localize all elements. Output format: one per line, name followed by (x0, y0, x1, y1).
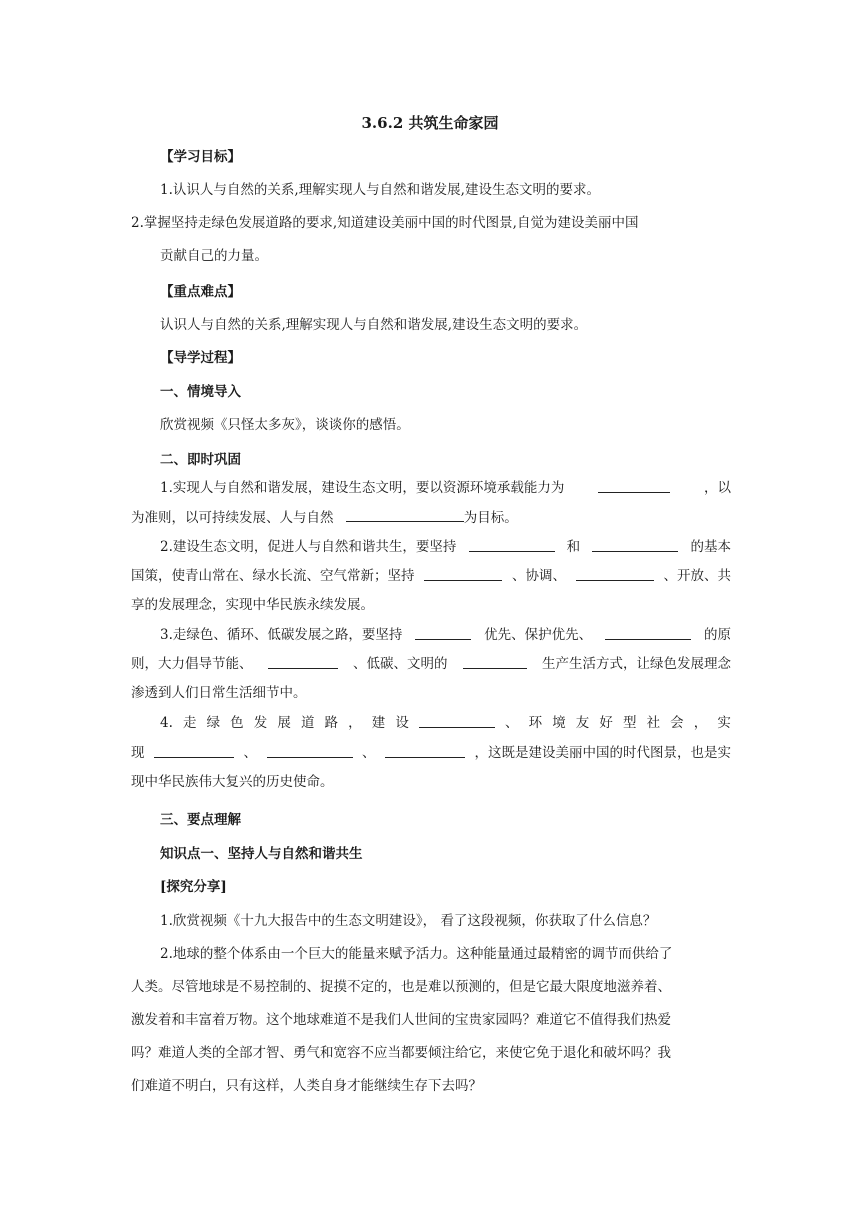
question-text: 、 (243, 745, 257, 761)
question-text: 、低碳、文明的 (353, 656, 448, 672)
question-text: 、协调、 (512, 568, 566, 584)
question-2-line-1 (160, 537, 731, 557)
question-text: 路 (324, 715, 339, 731)
goal-item-2: 2.掌握坚持走绿色发展道路的要求,知道建设美丽中国的时代图景,自觉为建设美丽中国 (131, 215, 639, 231)
question-text: 的原 (703, 627, 731, 643)
question-text: 为目标。 (463, 510, 518, 526)
question-text: 展 (277, 715, 291, 731)
question-text: 、 (362, 745, 376, 761)
answer-blank[interactable] (346, 507, 464, 522)
question-text: 走 (182, 715, 197, 731)
question-4-line-1 (160, 713, 731, 733)
process-heading: 【导学过程】 (160, 350, 241, 366)
question-4-line-2 (131, 743, 731, 763)
page-title: 3.6.2 共筑生命家园 (361, 114, 499, 132)
section-1-heading: 一、情境导入 (160, 384, 241, 400)
question-text: 的基本 (690, 539, 731, 555)
answer-blank[interactable] (592, 537, 678, 552)
question-text: 好 (599, 715, 613, 731)
explore-item-2-line: 们难道不明白，只有这样，人类自身才能继续生存下去吗？ (131, 1078, 482, 1094)
question-text: ， (693, 715, 708, 731)
question-4-line-3: 现中华民族伟大复兴的历史使命。 (131, 774, 334, 790)
question-text: 、开放、共 (663, 568, 731, 584)
answer-blank[interactable] (154, 743, 234, 758)
knowledge-point-1: 知识点一、坚持人与自然和谐共生 (160, 846, 363, 862)
goals-heading: 【学习目标】 (160, 149, 241, 165)
question-text: 、 (505, 715, 519, 731)
answer-blank[interactable] (419, 713, 495, 728)
question-text: 4. (160, 715, 173, 731)
question-text: 环 (528, 715, 543, 731)
answer-blank[interactable] (598, 478, 670, 493)
goal-item-1: 1.认识人与自然的关系,理解实现人与自然和谐发展,建设生态文明的要求。 (160, 182, 600, 198)
question-text: ，这既是建设美丽中国的时代图景，也是实 (474, 745, 731, 761)
question-text: 设 (395, 715, 409, 731)
question-text: 实 (717, 715, 731, 731)
answer-blank[interactable] (576, 566, 654, 581)
question-1-line-1 (160, 478, 731, 498)
question-text: 境 (552, 715, 566, 731)
question-text: 优先、保护优先、 (484, 627, 593, 643)
question-text: 国策，使青山常在、绿水长流、空气常新；坚持 (131, 568, 415, 584)
question-text: 和 (566, 539, 581, 555)
question-text: 现 (131, 745, 145, 761)
section-2-heading: 二、即时巩固 (160, 452, 241, 468)
explore-heading: [探究分享] (160, 879, 227, 895)
question-2-line-3: 享的发展理念，实现中华民族永续发展。 (131, 597, 374, 613)
question-text: 2.建设生态文明，促进人与自然和谐共生，要坚持 (160, 539, 457, 555)
question-text: 建 (371, 715, 386, 731)
explore-item-1: 1.欣赏视频《十九大报告中的生态文明建设》， 看了这段视频，你获取了什么信息？ (160, 913, 657, 929)
question-3-line-1 (160, 625, 731, 645)
question-text: 社 (646, 715, 661, 731)
answer-blank[interactable] (267, 743, 353, 758)
question-1-line-2 (131, 507, 518, 528)
answer-blank[interactable] (424, 566, 502, 581)
question-text: 3.走绿色、循环、低碳发展之路，要坚持 (160, 627, 403, 643)
question-text: 道 (300, 715, 315, 731)
answer-blank[interactable] (385, 743, 465, 758)
explore-item-2-line: 人类。尽管地球是不易控制的、捉摸不定的，也是难以预测的，但是它最大限度地滋养着、 (131, 979, 671, 995)
question-text: 型 (622, 715, 637, 731)
answer-blank[interactable] (415, 625, 471, 640)
explore-item-2-line: 吗？难道人类的全部才智、勇气和宽容不应当都要倾注给它，来使它免于退化和破坏吗？我 (131, 1045, 671, 1061)
question-text: 发 (253, 715, 268, 731)
key-text: 认识人与自然的关系,理解实现人与自然和谐发展,建设生态文明的要求。 (160, 317, 588, 333)
answer-blank[interactable] (463, 654, 527, 669)
question-text: 为准则，以可持续发展、人与自然 (131, 510, 334, 526)
explore-item-2-line: 2.地球的整个体系由一个巨大的能量来赋予活力。这种能量通过最精密的调节而供给了 (160, 946, 673, 962)
question-text: 1.实现人与自然和谐发展，建设生态文明，要以资源环境承载能力为 (160, 480, 565, 496)
question-3-line-2 (131, 654, 731, 674)
section-3-heading: 三、要点理解 (160, 812, 241, 828)
question-text: 会 (670, 715, 684, 731)
question-text: 则，大力倡导节能、 (131, 656, 253, 672)
question-text: 友 (575, 715, 590, 731)
question-2-line-2 (131, 566, 731, 586)
question-text: 色 (230, 715, 244, 731)
answer-blank[interactable] (268, 654, 338, 669)
question-3-line-3: 渗透到人们日常生活细节中。 (131, 685, 307, 701)
question-text: ， (348, 715, 362, 731)
answer-blank[interactable] (605, 625, 691, 640)
section-1-text: 欣赏视频《只怪太多灰》，谈谈你的感悟。 (160, 417, 410, 433)
answer-blank[interactable] (469, 537, 555, 552)
goal-item-2-cont: 贡献自己的力量。 (160, 248, 268, 264)
key-heading: 【重点难点】 (160, 284, 241, 300)
question-text: ，以 (703, 480, 731, 496)
explore-item-2-line: 激发着和丰富着万物。这个地球难道不是我们人世间的宝贵家园吗？难道它不值得我们热爱 (131, 1012, 671, 1028)
question-text: 生产生活方式，让绿色发展理念 (542, 656, 731, 672)
question-text: 绿 (206, 715, 221, 731)
